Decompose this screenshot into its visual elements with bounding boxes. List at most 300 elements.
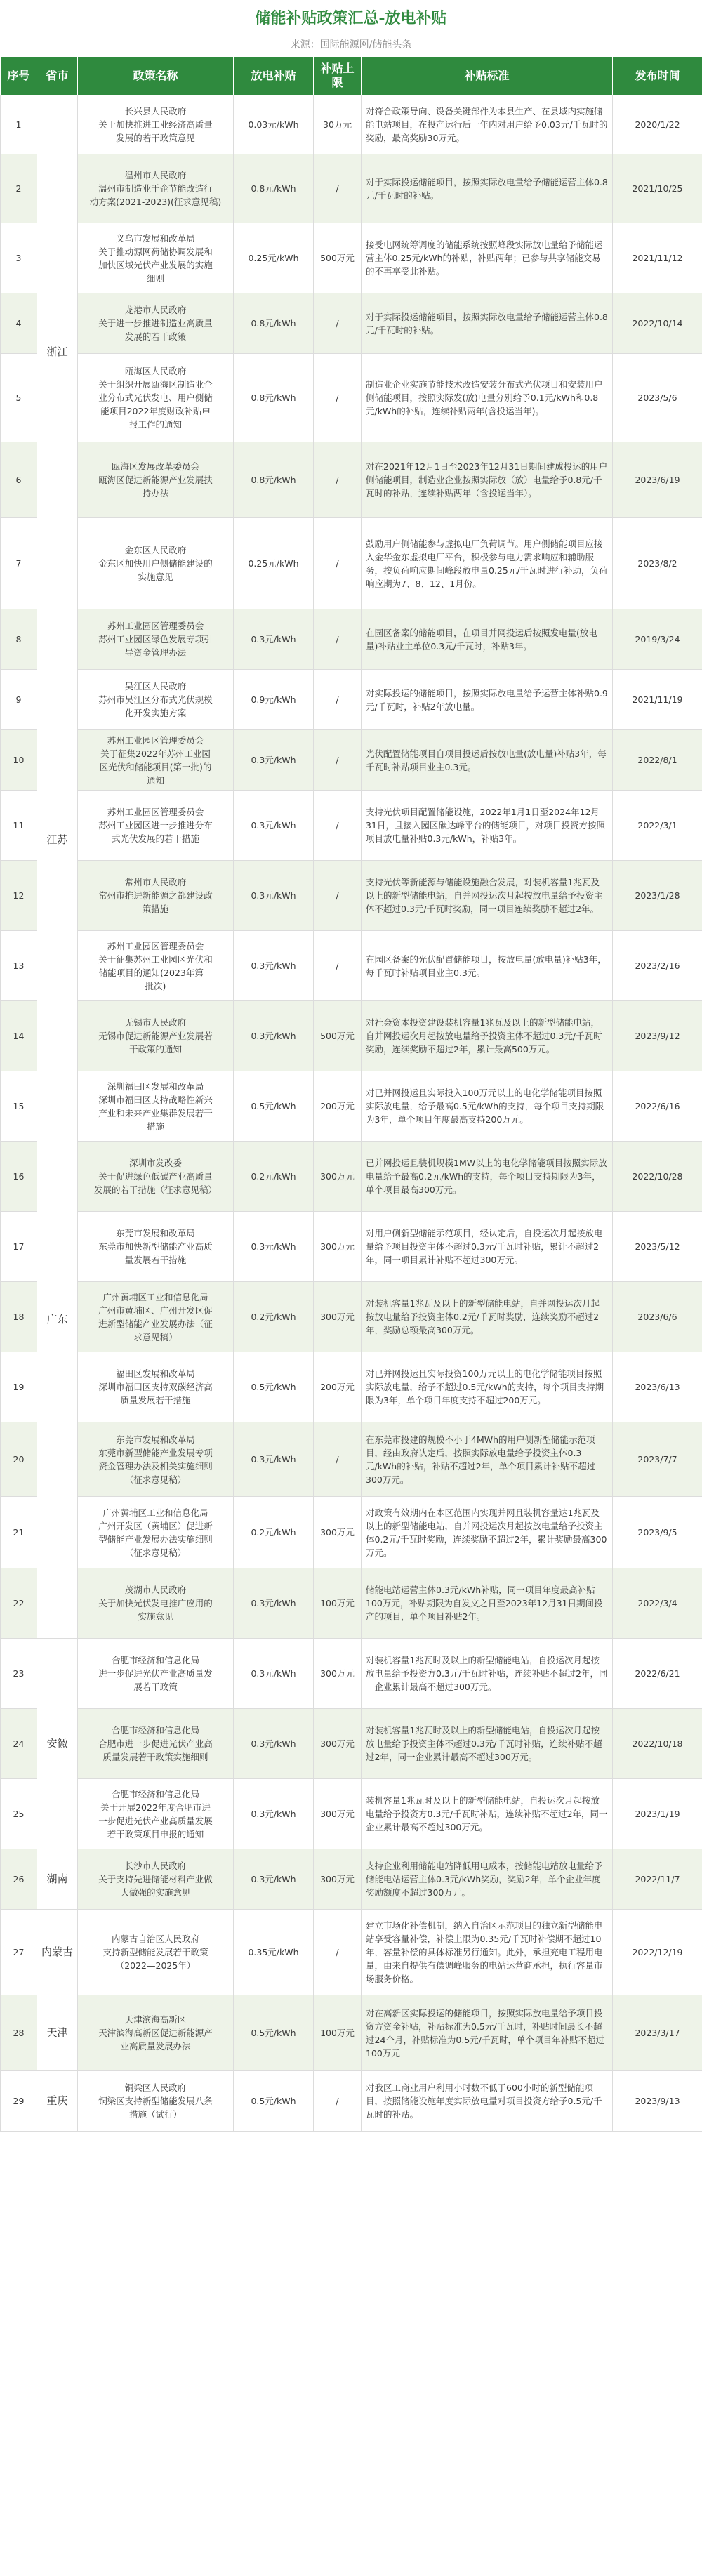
policy-name-cell [78, 1142, 234, 1212]
policy-name-line: 苏州工业园区管理委员会 [107, 807, 204, 817]
standard-cell: 储能电站运营主体0.3元/kWh补贴，同一项目年度最高补贴100万元，补贴期限为自发文之日至2023年12月31日期间投产的项目，单个项目补贴2年。 [362, 1568, 613, 1639]
province-cell: 重庆 [37, 2071, 78, 2132]
policy-name-line: 广州黄埔区工业和信息化局 [102, 1507, 208, 1518]
policy-name-cell [78, 442, 234, 518]
row-number: 1 [1, 95, 37, 154]
table-row [1, 1639, 702, 1709]
cap-cell: 500万元 [314, 223, 362, 293]
table-row [1, 518, 702, 609]
cap-cell: / [314, 670, 362, 730]
subsidy-cell: 0.3元/kWh [234, 1709, 314, 1779]
row-number: 17 [1, 1212, 37, 1282]
policy-name-line: 展若干政策 [133, 1682, 178, 1692]
row-number: 24 [1, 1709, 37, 1779]
policy-name-line: 进新型储能产业发展办法（征 [98, 1318, 213, 1329]
policy-name-line: 关于征集苏州工业园区光伏和 [98, 953, 213, 965]
policy-name-line: 能项目2022年度财政补贴申 [100, 406, 211, 416]
subsidy-cell: 0.3元/kWh [234, 1639, 314, 1709]
row-number: 21 [1, 1497, 37, 1568]
date-cell: 2022/10/28 [613, 1142, 702, 1212]
policy-name-cell [78, 223, 234, 293]
table-row [1, 1142, 702, 1212]
policy-name-line: 关于加快推进工业经济高质量 [98, 119, 213, 130]
table-row [1, 791, 702, 861]
standard-cell: 装机容量1兆瓦时及以上的新型储能电站，自投运次月起按放电量给予投资方0.3元/千瓦时补贴，连续补贴不超过2年，同一企业累计最高不超过300万元。 [362, 1779, 613, 1849]
policy-name-cell [78, 1995, 234, 2071]
policy-name-line: 龙港市人民政府 [124, 305, 187, 315]
standard-cell: 接受电网统筹调度的储能系统按照峰段实际放电量给予储能运营主体0.25元/kWh的补贴，补贴两年；已参与共享储能交易的不再享受此补贴。 [362, 223, 613, 293]
province-cell: 湖南 [37, 1849, 78, 1910]
policy-name-line: 若干政策项目申报的通知 [107, 1828, 204, 1839]
row-number: 19 [1, 1352, 37, 1422]
cap-cell: 200万元 [314, 1071, 362, 1142]
row-number: 11 [1, 791, 37, 861]
policy-name-line: 一步促进光伏产业高质量发展 [98, 1815, 213, 1826]
policy-name-line: 东莞市新型储能产业发展专项 [98, 1447, 213, 1458]
policy-name-line: 措施 [146, 1121, 164, 1132]
cap-cell: / [314, 442, 362, 518]
date-cell: 2023/2/16 [613, 931, 702, 1001]
policy-name-line: 天津滨海高新区 [124, 2014, 187, 2025]
policy-name-line: 发展的若干政策意见 [116, 133, 195, 143]
policy-name-line: 广州黄埔区工业和信息化局 [102, 1291, 208, 1302]
policy-name-line: 深圳福田区发展和改革局 [107, 1081, 204, 1092]
policy-name-line: （2022—2025年） [115, 1960, 196, 1971]
policy-name-line: 义乌市发展和改革局 [116, 232, 195, 244]
policy-name-line: 瓯海区人民政府 [124, 366, 187, 376]
subsidy-cell: 0.5元/kWh [234, 1352, 314, 1422]
row-number: 18 [1, 1282, 37, 1352]
policy-name-line: 通知 [146, 774, 164, 786]
policy-name-line: 业高质量发展办法 [120, 2041, 191, 2052]
policy-name-line: 深圳市福田区支持双碳经济高 [98, 1382, 213, 1392]
policy-name-line: 量发展若干措施 [124, 1255, 187, 1265]
standard-cell: 在园区备案的光伏配置储能项目，按放电量(放电量)补贴3年，每千瓦时补贴项目业主0.3元。 [362, 931, 613, 1001]
subsidy-cell: 0.3元/kWh [234, 730, 314, 791]
cap-cell: 200万元 [314, 1352, 362, 1422]
province-cell: 江苏 [37, 609, 78, 1071]
policy-name-line: （征求意见稿） [124, 1547, 187, 1558]
row-number: 29 [1, 2071, 37, 2132]
subsidy-cell: 0.5元/kWh [234, 2071, 314, 2132]
row-number: 14 [1, 1001, 37, 1071]
table-row [1, 1352, 702, 1422]
table-row [1, 1282, 702, 1352]
policy-name-line: 关于促进绿色低碳产业高质量 [98, 1171, 213, 1182]
standard-cell: 对用户侧新型储能示范项目，经认定后，自投运次月起按放电量给予项目投资主体不超过0.3元/千瓦时补贴，累计不超过2年，同一项目累计补贴不超过300万元。 [362, 1212, 613, 1282]
subsidy-cell: 0.5元/kWh [234, 1995, 314, 2071]
policy-name-line: 业分布式光伏发电、用户侧储 [98, 392, 213, 403]
policy-name-line: 深圳市福田区支持战略性新兴 [98, 1094, 213, 1105]
table-row [1, 670, 702, 730]
policy-name-cell [78, 1709, 234, 1779]
cap-cell: / [314, 730, 362, 791]
policy-name-line: 苏州工业园区进一步推进分布 [98, 820, 213, 831]
policy-name-line: 支持新型储能发展若干政策 [102, 1947, 208, 1957]
policy-name-cell [78, 1422, 234, 1497]
date-cell: 2023/8/2 [613, 518, 702, 609]
policy-name-line: 苏州市吴江区分布式光伏规模 [98, 694, 213, 705]
date-cell: 2023/6/6 [613, 1282, 702, 1352]
policy-name-line: 型储能产业发展办法实施细则 [98, 1533, 213, 1545]
row-number: 8 [1, 609, 37, 670]
date-cell: 2022/8/1 [613, 730, 702, 791]
policy-name-line: 干政策的通知 [128, 1044, 182, 1055]
policy-name-line: 东莞市发展和改革局 [116, 1434, 195, 1445]
policy-name-cell [78, 518, 234, 609]
row-number: 6 [1, 442, 37, 518]
source-note: 来源：国际能源网/储能头条 [290, 39, 412, 51]
policy-name-line: 吴江区人民政府 [124, 681, 187, 692]
table-row [1, 1568, 702, 1639]
row-number: 9 [1, 670, 37, 730]
policy-name-line: 实施意见 [138, 572, 173, 582]
subsidy-cell: 0.2元/kWh [234, 1282, 314, 1352]
row-number: 12 [1, 861, 37, 931]
policy-name-line: 加快区域光伏产业发展的实施 [98, 259, 213, 270]
date-cell: 2023/9/13 [613, 2071, 702, 2132]
table-row [1, 2071, 702, 2132]
policy-name-line: 常州市推进新能源之都建设政 [98, 890, 213, 901]
date-cell: 2022/12/19 [613, 1910, 702, 1995]
row-number: 23 [1, 1639, 37, 1709]
standard-cell: 对实际投运的储能项目，按照实际放电量给予运营主体补贴0.9元/千瓦时，补贴2年放电量。 [362, 670, 613, 730]
row-number: 13 [1, 931, 37, 1001]
date-cell: 2021/11/19 [613, 670, 702, 730]
date-cell: 2023/9/12 [613, 1001, 702, 1071]
policy-name-line: 深圳市发改委 [128, 1158, 182, 1168]
province-cell: 广东 [37, 1071, 78, 1568]
cap-cell: / [314, 354, 362, 442]
policy-name-line: 瓯海区发展改革委员会 [111, 461, 199, 472]
policy-name-line: 苏州工业园区管理委员会 [107, 734, 204, 746]
header-cell-policy: 政策名称 [78, 57, 234, 95]
policy-name-cell [78, 670, 234, 730]
policy-name-line: 内蒙古自治区人民政府 [111, 1934, 199, 1944]
date-cell: 2022/10/18 [613, 1709, 702, 1779]
standard-cell: 对装机容量1兆瓦时及以上的新型储能电站，自投运次月起按放电量给予投资主体不超过0.3元/千瓦时补贴，连续补贴不超过2年，同一企业累计最高不超过300万元。 [362, 1709, 613, 1779]
standard-cell: 对于实际投运储能项目，按照实际放电量给予储能运营主体0.8元/千瓦时的补贴。 [362, 293, 613, 354]
subsidy-cell: 0.8元/kWh [234, 354, 314, 442]
policy-name-line: 关于组织开展瓯海区制造业企 [98, 379, 213, 390]
subsidy-cell: 0.8元/kWh [234, 442, 314, 518]
subsidy-table [0, 56, 702, 2132]
subsidy-cell: 0.3元/kWh [234, 861, 314, 931]
cap-cell: 500万元 [314, 1001, 362, 1071]
row-number: 15 [1, 1071, 37, 1142]
policy-name-line: （征求意见稿） [124, 1474, 187, 1485]
cap-cell: 300万元 [314, 1212, 362, 1282]
date-cell: 2022/10/14 [613, 293, 702, 354]
cap-cell: 300万元 [314, 1779, 362, 1849]
policy-name-line: 进一步促进光伏产业高质量发 [98, 1668, 213, 1679]
policy-name-line: 区光伏和储能项目(第一批)的 [99, 761, 212, 772]
policy-name-line: 东莞市加快新型储能产业高质 [98, 1241, 213, 1252]
subsidy-cell: 0.8元/kWh [234, 154, 314, 223]
table-row [1, 95, 702, 154]
cap-cell: / [314, 518, 362, 609]
standard-cell: 已并网投运且装机规模1MW以上的电化学储能项目按照实际放电量给予最高0.2元/kWh的支持，每个项目支持期限为3年，单个项目最高300万元。 [362, 1142, 613, 1212]
table-row [1, 293, 702, 354]
policy-name-line: 关于征集2022年苏州工业园 [100, 748, 211, 759]
cap-cell: 300万元 [314, 1142, 362, 1212]
policy-name-cell [78, 1910, 234, 1995]
page-title: 储能补贴政策汇总-放电补贴 [255, 9, 447, 27]
table-row [1, 1995, 702, 2071]
subsidy-cell: 0.3元/kWh [234, 1212, 314, 1282]
cap-cell: 300万元 [314, 1849, 362, 1910]
policy-name-line: 大做强的实施意见 [120, 1887, 191, 1898]
policy-name-line: 温州市人民政府 [124, 170, 187, 180]
policy-name-line: 瓯海区促进新能源产业发展扶 [98, 475, 213, 485]
standard-cell: 对装机容量1兆瓦时及以上的新型储能电站，自投运次月起按放电量给予投资方0.3元/千瓦时补贴，连续补贴不超过2年，同一企业累计最高不超过300万元。 [362, 1639, 613, 1709]
policy-name-line: 温州市制造业千企节能改造行 [98, 183, 213, 194]
row-number: 3 [1, 223, 37, 293]
policy-name-line: 导资金管理办法 [124, 647, 187, 658]
cap-cell: / [314, 931, 362, 1001]
subsidy-cell: 0.3元/kWh [234, 1568, 314, 1639]
policy-name-line: 常州市人民政府 [124, 877, 187, 887]
policy-name-cell [78, 1282, 234, 1352]
row-number: 16 [1, 1142, 37, 1212]
table-row [1, 1071, 702, 1142]
policy-name-cell [78, 730, 234, 791]
table-row [1, 1849, 702, 1910]
policy-name-line: 求意见稿） [133, 1331, 178, 1342]
policy-name-cell [78, 1568, 234, 1639]
header-cell-no: 序号 [1, 57, 37, 95]
table-row [1, 609, 702, 670]
table-row [1, 1422, 702, 1497]
cap-cell: 300万元 [314, 1282, 362, 1352]
policy-name-cell [78, 609, 234, 670]
subsidy-cell: 0.3元/kWh [234, 609, 314, 670]
date-cell: 2021/11/12 [613, 223, 702, 293]
province-cell [37, 1568, 78, 1639]
row-number: 4 [1, 293, 37, 354]
subsidy-cell: 0.9元/kWh [234, 670, 314, 730]
subsidy-cell: 0.3元/kWh [234, 1422, 314, 1497]
province-cell: 安徽 [37, 1639, 78, 1849]
date-cell: 2023/1/28 [613, 861, 702, 931]
policy-name-line: 批次) [145, 980, 166, 991]
header-cell-standard: 补贴标准 [362, 57, 613, 95]
table-body [1, 95, 702, 2132]
date-cell: 2023/5/12 [613, 1212, 702, 1282]
date-cell: 2023/6/19 [613, 442, 702, 518]
policy-name-cell [78, 354, 234, 442]
date-cell: 2022/11/7 [613, 1849, 702, 1910]
standard-cell: 对于实际投运储能项目，按照实际放电量给予储能运营主体0.8元/千瓦时的补贴。 [362, 154, 613, 223]
policy-name-line: 报工作的通知 [128, 419, 182, 430]
date-cell: 2023/3/17 [613, 1995, 702, 2071]
subsidy-cell: 0.35元/kWh [234, 1910, 314, 1995]
policy-name-cell [78, 1352, 234, 1422]
table-header-row [1, 57, 702, 95]
policy-name-line: 储能项目的通知(2023年第一 [98, 967, 213, 978]
table-row [1, 442, 702, 518]
row-number: 25 [1, 1779, 37, 1849]
subsidy-cell: 0.3元/kWh [234, 1001, 314, 1071]
policy-name-line: 措施（试行） [128, 2109, 182, 2120]
standard-cell: 支持企业利用储能电站降低用电成本，按储能电站放电量给予储能电站运营主体0.3元/kWh奖励，奖励2年，单个企业年度奖励额度不超过300万元。 [362, 1849, 613, 1910]
standard-cell: 建立市场化补偿机制，纳入自治区示范项目的独立新型储能电站享受容量补偿，补偿上限为0.35元/千瓦时补偿期不超过10年，容量补偿的具体标准另行通知。此外，承担充电工程用电量，由来自提供有偿调峰服务的电站运营商承担，执行容量市场服务价格。 [362, 1910, 613, 1995]
policy-name-line: 东莞市发展和改革局 [116, 1228, 195, 1239]
province-cell: 浙江 [37, 95, 78, 609]
policy-name-line: 策措施 [142, 904, 169, 914]
policy-name-line: 产业和未来产业集群发展若干 [98, 1107, 213, 1118]
policy-name-line: 苏州工业园区绿色发展专项引 [98, 634, 213, 645]
subsidy-cell: 0.3元/kWh [234, 791, 314, 861]
standard-cell: 对在2021年12月1日至2023年12月31日期间建成投运的用户侧储能项目，制造业企业按照实际放（放）电量给予0.8元/千瓦时的补贴，连续补贴两年（含投运当年）。 [362, 442, 613, 518]
date-cell: 2022/3/1 [613, 791, 702, 861]
policy-name-line: 无锡市人民政府 [124, 1017, 187, 1028]
cap-cell: 300万元 [314, 1639, 362, 1709]
standard-cell: 对符合政策导向、设备关键部件为本县生产、在县域内实施储能电站项目，在投产运行后一年内对用户给予0.03元/千瓦时的奖励，最高奖励30万元。 [362, 95, 613, 154]
table-row [1, 1709, 702, 1779]
date-cell: 2023/7/7 [613, 1422, 702, 1497]
policy-name-line: 实施意见 [138, 1611, 173, 1622]
date-cell: 2023/6/13 [613, 1352, 702, 1422]
policy-name-cell [78, 1212, 234, 1282]
standard-cell: 在东莞市投建的规模不小于4MWh的用户侧新型储能示范项目，经由政府认定后，按照实际放电量给予投资主体0.3元/kWh的补贴，补贴不超过2年，单个项目累计补贴不超过300万元。 [362, 1422, 613, 1497]
policy-name-line: 天津滨海高新区促进新能源产 [98, 2028, 213, 2038]
policy-name-cell [78, 293, 234, 354]
policy-name-line: 质量发展若干政策实施细则 [102, 1752, 208, 1762]
policy-name-cell [78, 1497, 234, 1568]
header-cell-province: 省市 [37, 57, 78, 95]
table-row [1, 354, 702, 442]
table-row [1, 1001, 702, 1071]
policy-name-line: 金东区人民政府 [124, 545, 187, 555]
table-row [1, 1779, 702, 1849]
subsidy-cell: 0.25元/kWh [234, 518, 314, 609]
cap-cell: 100万元 [314, 1568, 362, 1639]
policy-name-line: 关于进一步推进制造业高质量 [98, 318, 213, 329]
policy-name-cell [78, 861, 234, 931]
subsidy-cell: 0.8元/kWh [234, 293, 314, 354]
policy-name-line: 合肥市经济和信息化局 [111, 1725, 199, 1736]
policy-name-line: 资金管理办法及相关实施细则 [98, 1460, 213, 1472]
subsidy-cell: 0.3元/kWh [234, 931, 314, 1001]
policy-name-cell [78, 791, 234, 861]
policy-name-line: 关于开展2022年度合肥市进 [100, 1802, 211, 1813]
standard-cell: 对在高新区实际投运的储能项目，按照实际放电量给予项目投资方资金补贴，补贴标准为0.5元/千瓦时，补贴时间最长不超过24个月，补贴标准为0.5元/千瓦时，单个项目年补贴不超过100万元 [362, 1995, 613, 2071]
standard-cell: 对我区工商业用户利用小时数不低于600小时的新型储能项目，按照储能设施年度实际放电量对项目投资方给予0.5元/千瓦时的补贴。 [362, 2071, 613, 2132]
subsidy-cell: 0.2元/kWh [234, 1497, 314, 1568]
policy-name-line: 苏州工业园区管理委员会 [107, 621, 204, 631]
table-row [1, 1910, 702, 1995]
subsidy-cell: 0.3元/kWh [234, 1849, 314, 1910]
policy-name-line: 广州开发区（黄埔区）促进新 [98, 1520, 213, 1531]
date-cell: 2019/3/24 [613, 609, 702, 670]
cap-cell: / [314, 1910, 362, 1995]
table-row [1, 861, 702, 931]
date-cell: 2021/10/25 [613, 154, 702, 223]
policy-name-line: 长兴县人民政府 [124, 106, 187, 117]
cap-cell: 300万元 [314, 1709, 362, 1779]
policy-name-cell [78, 2071, 234, 2132]
policy-name-line: 广州市黄埔区、广州开发区促 [98, 1304, 213, 1316]
policy-name-line: 无锡市促进新能源产业发展若 [98, 1031, 213, 1041]
policy-name-line: 关于支持先进储能材料产业做 [98, 1874, 213, 1884]
policy-name-line: 铜梁区人民政府 [124, 2082, 187, 2093]
subsidy-cell: 0.5元/kWh [234, 1071, 314, 1142]
cap-cell: / [314, 791, 362, 861]
header-cell-subsidy: 放电补贴 [234, 57, 314, 95]
header-cell-cap: 补贴上限 [314, 57, 362, 95]
row-number: 27 [1, 1910, 37, 1995]
date-cell: 2022/3/4 [613, 1568, 702, 1639]
policy-name-line: 发展的若干政策 [124, 331, 187, 342]
date-cell: 2023/1/19 [613, 1779, 702, 1849]
table-row [1, 931, 702, 1001]
policy-name-line: 合肥市进一步促进光伏产业高 [98, 1738, 213, 1749]
row-number: 20 [1, 1422, 37, 1497]
row-number: 2 [1, 154, 37, 223]
row-number: 10 [1, 730, 37, 791]
cap-cell: / [314, 1422, 362, 1497]
row-number: 5 [1, 354, 37, 442]
policy-name-line: 金东区加快用户侧储能建设的 [98, 558, 213, 569]
policy-name-cell [78, 1779, 234, 1849]
policy-name-line: 动方案(2021-2023)(征求意见稿) [89, 197, 222, 207]
policy-name-cell [78, 1639, 234, 1709]
policy-name-cell [78, 95, 234, 154]
policy-name-cell [78, 1071, 234, 1142]
cap-cell: 300万元 [314, 1497, 362, 1568]
cap-cell: 100万元 [314, 1995, 362, 2071]
policy-name-line: 长沙市人民政府 [124, 1861, 187, 1871]
table-row [1, 1212, 702, 1282]
row-number: 28 [1, 1995, 37, 2071]
date-cell: 2023/9/5 [613, 1497, 702, 1568]
subsidy-cell: 0.2元/kWh [234, 1142, 314, 1212]
standard-cell: 对已并网投运且实际投入100万元以上的电化学储能项目按照实际放电量，给予最高0.5元/kWh的支持，每个项目支持期限为3年，单个项目年度最高支持200万元。 [362, 1071, 613, 1142]
policy-name-line: 质量发展若干措施 [120, 1395, 191, 1406]
cap-cell: 30万元 [314, 95, 362, 154]
header-cell-date: 发布时间 [613, 57, 702, 95]
subsidy-cell: 0.3元/kWh [234, 1779, 314, 1849]
standard-cell: 对装机容量1兆瓦及以上的新型储能电站，自并网投运次月起按放电量给予投资主体0.2元/千瓦时奖励，连续奖励不超过2年，奖励总额最高300万元。 [362, 1282, 613, 1352]
row-number: 22 [1, 1568, 37, 1639]
standard-cell: 支持光伏等新能源与储能设施融合发展，对装机容量1兆瓦及以上的新型储能电站，自并网投运次月起按放电量给予投资主体不超过0.3元/千瓦时奖励，同一项目连续奖励不超过2年。 [362, 861, 613, 931]
table-row [1, 154, 702, 223]
table-row [1, 223, 702, 293]
date-cell: 2020/1/22 [613, 95, 702, 154]
cap-cell: / [314, 861, 362, 931]
policy-name-line: 铜梁区支持新型储能发展八条 [98, 2096, 213, 2106]
standard-cell: 对政策有效期内在本区范围内实现并网且装机容量达1兆瓦及以上的新型储能电站，自并网投运次月起按放电量给予投资主体0.2元/千瓦时奖励，连续奖励不超过2年，累计奖励最高300万元。 [362, 1497, 613, 1568]
standard-cell: 对已并网投运且实际投资100万元以上的电化学储能项目按照实际放电量，给予不超过0.5元/kWh的支持，每个项目支持期限为3年，单个项目年度支持不超过200万元。 [362, 1352, 613, 1422]
standard-cell: 光伏配置储能项目自项目投运后按放电量(放电量)补贴3年，每千瓦时补贴项目业主0.3元。 [362, 730, 613, 791]
date-cell: 2022/6/16 [613, 1071, 702, 1142]
date-cell: 2023/5/6 [613, 354, 702, 442]
policy-name-line: 合肥市经济和信息化局 [111, 1655, 199, 1665]
policy-name-line: 关于加快光伏发电推广应用的 [98, 1598, 213, 1609]
standard-cell: 制造业企业实施节能技术改造安装分布式光伏项目和安装用户侧储能项目，按照实际发(放)电量分别给予0.1元/kWh和0.8元/kWh的补贴，连续补贴两年(含投运当年)。 [362, 354, 613, 442]
table-row [1, 1497, 702, 1568]
policy-name-cell [78, 1001, 234, 1071]
policy-name-line: 细则 [146, 272, 164, 284]
policy-name-cell [78, 1849, 234, 1910]
standard-cell: 鼓励用户侧储能参与虚拟电厂负荷调节。用户侧储能项目应接入金华金东虚拟电厂平台，积极参与电力需求响应和辅助服务，按负荷响应期间峰段放电量0.25元/千瓦时进行补助，负荷响应期为7、8、12、1月份。 [362, 518, 613, 609]
policy-name-line: 式光伏发展的若干措施 [111, 833, 199, 844]
date-cell: 2022/6/21 [613, 1639, 702, 1709]
policy-name-line: 茂湖市人民政府 [124, 1585, 187, 1595]
province-cell: 天津 [37, 1995, 78, 2071]
province-cell: 内蒙古 [37, 1910, 78, 1995]
